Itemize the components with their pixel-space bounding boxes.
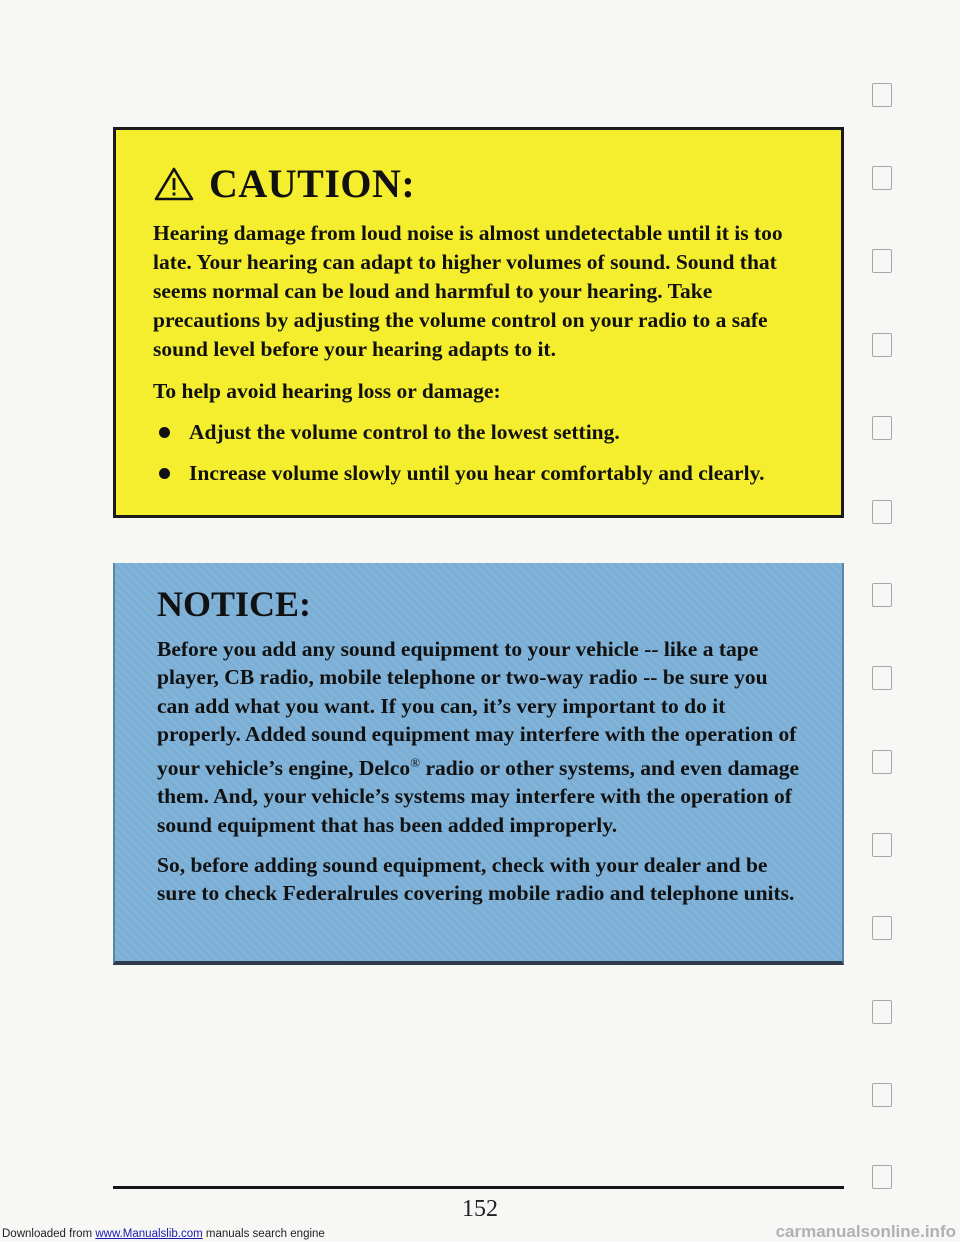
tab-marker-icon xyxy=(872,500,892,524)
caution-bullet-text: Adjust the volume control to the lowest setting. xyxy=(189,420,620,444)
tab-marker-icon xyxy=(872,83,892,107)
caution-heading xyxy=(153,160,809,207)
tab-marker-icon xyxy=(872,583,892,607)
notice-paragraph-1-start: Before you add any sound equipment to your vehicle -- like a tape player, CB radio, mobile telephone or two-way radio -- be sure you can add what you want. If you can, it’s very important to do it properly. Added sound equipment may interfere with the operation of your vehicle’s engine, Delco xyxy=(157,637,797,780)
caution-bullet-item xyxy=(153,459,809,488)
bullet-dot-icon xyxy=(159,468,170,479)
tab-marker-icon xyxy=(872,1083,892,1107)
tab-marker-icon xyxy=(872,666,892,690)
tab-marker-icon xyxy=(872,1000,892,1024)
download-watermark xyxy=(2,1228,325,1240)
bullet-dot-icon xyxy=(159,427,170,438)
caution-paragraph: Hearing damage from loud noise is almost undetectable until it is too late. Your hearing can adapt to higher volumes of sound. Sound that seems normal can be loud and harmful to your hearing. Take precautions by adjusting the volume control on your radio to a safe sound level before your hearing adapts to it. xyxy=(153,221,783,361)
warning-triangle-icon xyxy=(153,166,195,202)
tab-marker-icon xyxy=(872,333,892,357)
notice-paragraph-2: So, before adding sound equipment, check with your dealer and be sure to check Federalrules covering mobile radio and telephone units. xyxy=(157,853,795,906)
notice-box xyxy=(113,563,844,965)
page-number: 152 xyxy=(462,1196,498,1222)
site-watermark: carmanualsonline.info xyxy=(775,1222,956,1241)
caution-title: CAUTION: xyxy=(209,161,416,206)
notice-paragraph-1 xyxy=(157,635,802,839)
registered-mark: ® xyxy=(410,754,421,770)
tab-marker-icon xyxy=(872,1165,892,1189)
caution-bullet-text: Increase volume slowly until you hear comfortably and clearly. xyxy=(189,461,765,485)
tab-marker-icon xyxy=(872,166,892,190)
caution-lead: To help avoid hearing loss or damage: xyxy=(153,379,501,403)
watermark-prefix: Downloaded from xyxy=(2,1228,96,1240)
notice-paragraph-1-end: radio or other systems, and even damage them. And, your vehicle’s systems may interfere with the operation of sound equipment that has been added improperly. xyxy=(157,755,800,837)
caution-box xyxy=(113,127,844,518)
tab-marker-icon xyxy=(872,916,892,940)
caution-bullet-list xyxy=(153,418,809,488)
tab-marker-icon xyxy=(872,750,892,774)
caution-bullet-item xyxy=(153,418,809,447)
tab-marker-icon xyxy=(872,833,892,857)
tab-marker-icon xyxy=(872,249,892,273)
watermark-suffix: manuals search engine xyxy=(202,1228,325,1240)
manualslib-link[interactable]: www.Manualslib.com xyxy=(95,1228,203,1240)
tab-marker-icon xyxy=(872,416,892,440)
footer-rule xyxy=(113,1186,844,1189)
notice-title: NOTICE: xyxy=(157,584,312,624)
